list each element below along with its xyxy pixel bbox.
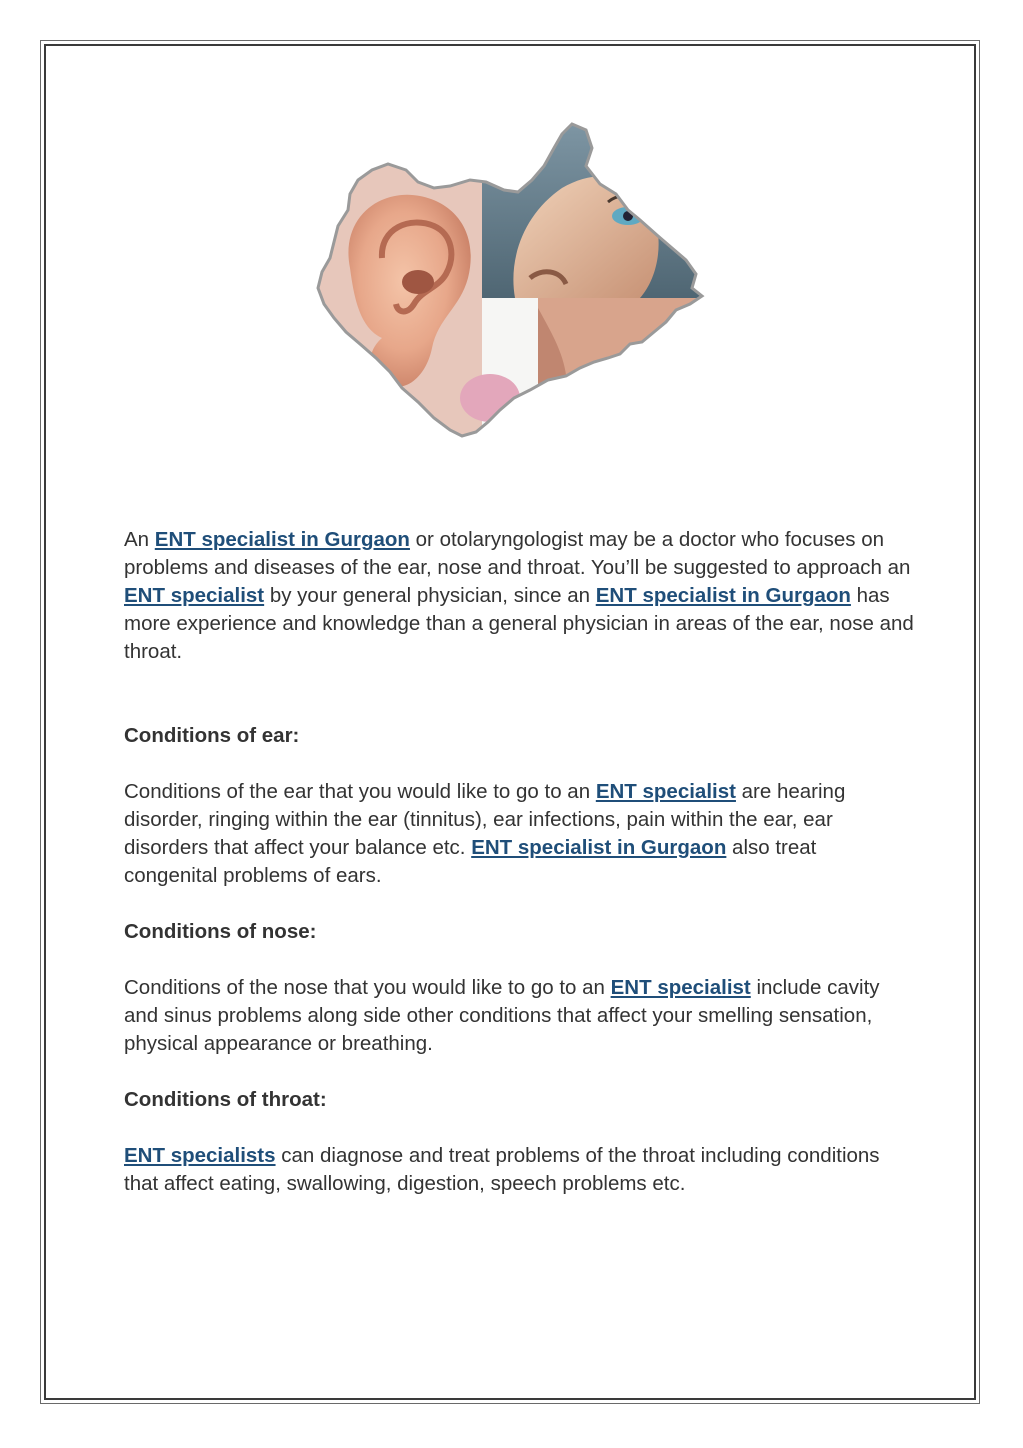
- intro-text-3: by your general physician, since an: [264, 584, 596, 607]
- ear-heading: Conditions of ear:: [124, 724, 300, 747]
- ent-specialist-gurgaon-link[interactable]: ENT specialist in Gurgaon: [471, 836, 727, 859]
- nose-text-1: Conditions of the nose that you would like to go to an: [124, 976, 611, 999]
- nose-heading: Conditions of nose:: [124, 920, 317, 943]
- ent-specialist-link[interactable]: ENT specialist: [124, 584, 265, 607]
- article-body: [124, 526, 914, 1198]
- ent-specialist-gurgaon-link[interactable]: ENT specialist in Gurgaon: [595, 584, 851, 607]
- ear-paragraph: [124, 778, 914, 890]
- throat-paragraph: [124, 1142, 914, 1198]
- nose-text-2: include cavity and sinus problems along side other conditions that affect your smelling sensation, physical appearance or breathing.: [124, 976, 880, 1055]
- nose-paragraph: [124, 974, 914, 1058]
- intro-text-1: An: [124, 528, 155, 551]
- intro-paragraph: [124, 526, 914, 666]
- ear-text-3: also treat congenital problems of ears.: [124, 836, 817, 887]
- throat-text-1: can diagnose and treat problems of the throat including conditions that affect eating, swallowing, digestion, speech problems etc.: [124, 1144, 880, 1195]
- ent-specialist-gurgaon-link[interactable]: ENT specialist in Gurgaon: [154, 528, 410, 551]
- throat-heading: Conditions of throat:: [124, 1088, 327, 1111]
- ear-nose-throat-collage-icon: [310, 118, 710, 443]
- ent-specialist-link[interactable]: ENT specialist: [610, 976, 751, 999]
- ent-specialists-link[interactable]: ENT specialists: [124, 1144, 276, 1167]
- ear-text-1: Conditions of the ear that you would like to go to an: [124, 780, 596, 803]
- intro-text-4: has more experience and knowledge than a general physician in areas of the ear, nose and throat.: [124, 584, 914, 663]
- ear-text-2: are hearing disorder, ringing within the ear (tinnitus), ear infections, pain within the ear, ear disorders that affect your balance etc.: [124, 780, 846, 859]
- ent-specialist-link[interactable]: ENT specialist: [595, 780, 736, 803]
- intro-text-2: or otolaryngologist may be a doctor who focuses on problems and diseases of the ear, nose and throat. You’ll be suggested to approach an: [124, 528, 911, 579]
